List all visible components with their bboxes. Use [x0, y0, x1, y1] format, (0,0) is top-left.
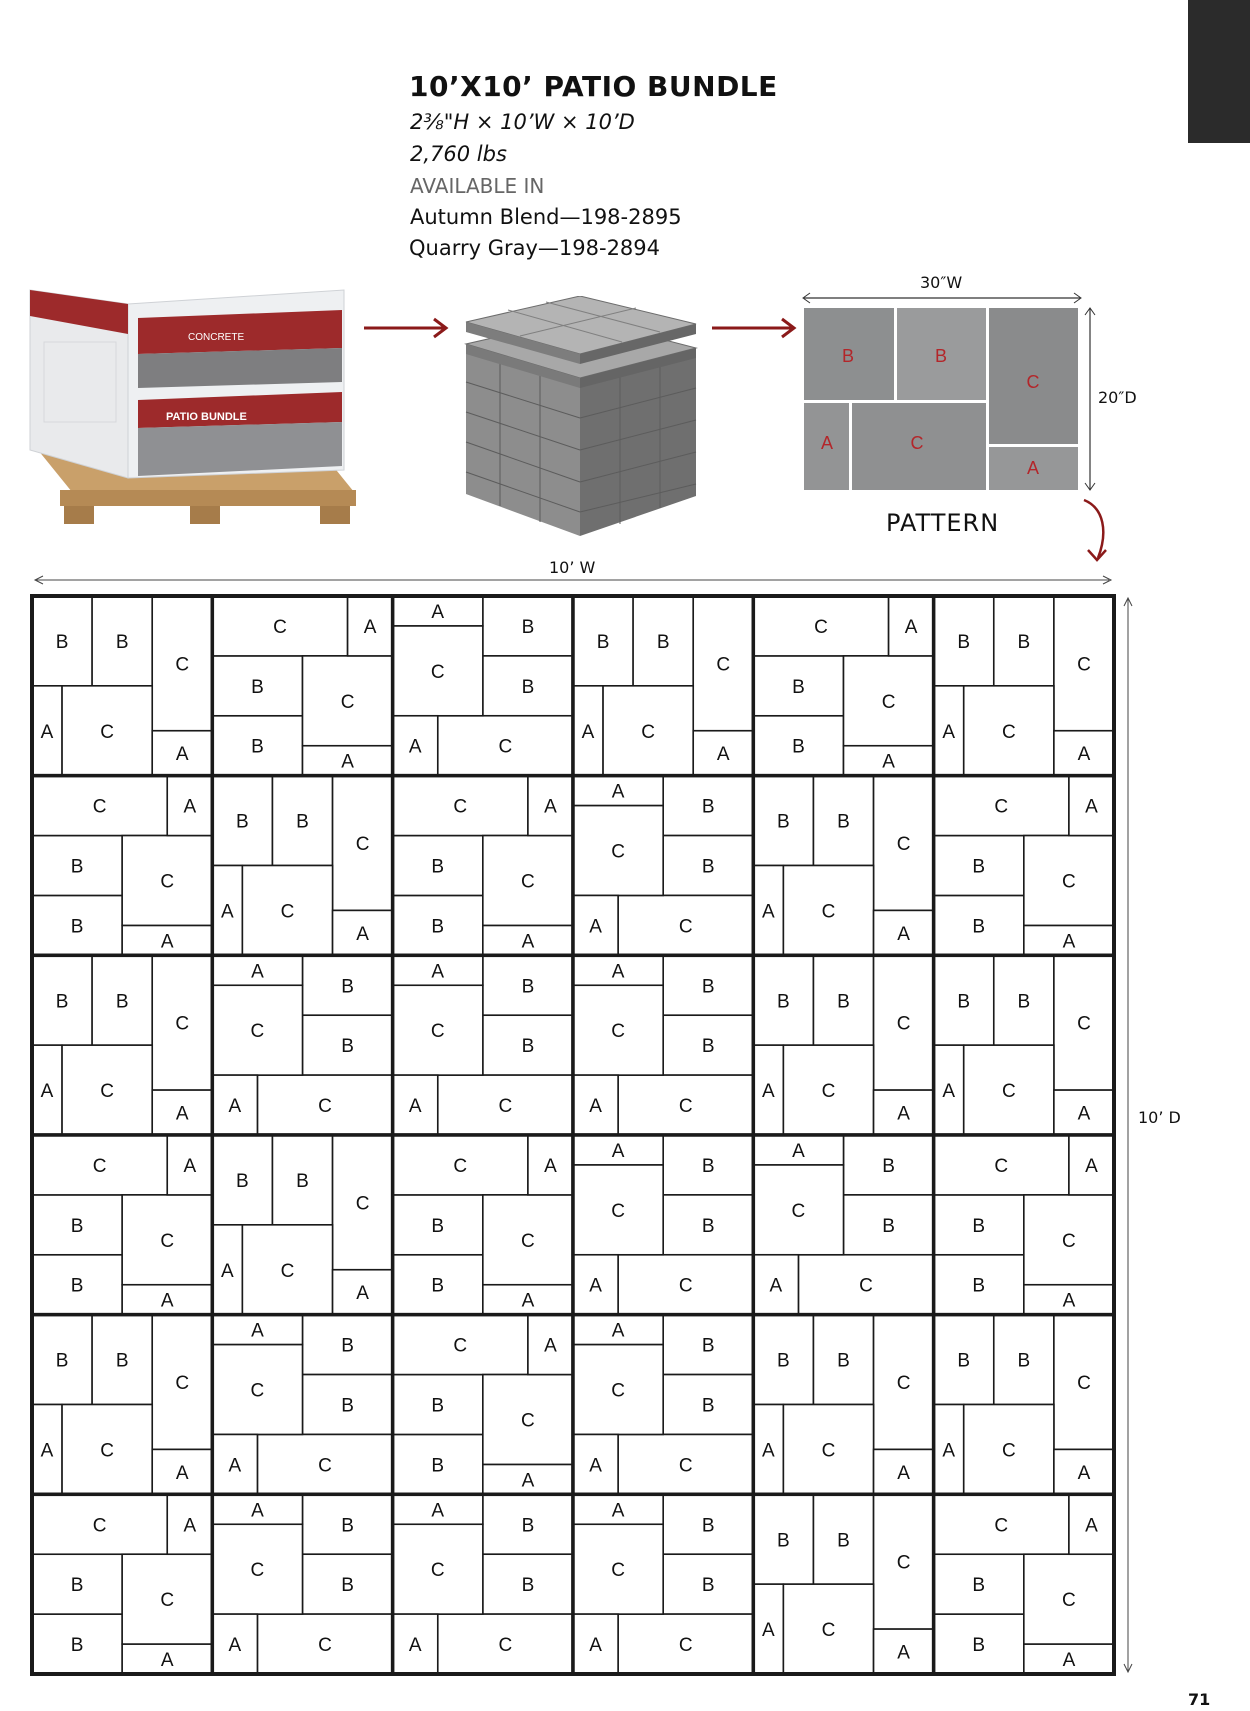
paver-letter: A: [1077, 1103, 1091, 1125]
paver-letter: C: [678, 916, 693, 938]
paver-letter: B: [341, 976, 354, 998]
paver-letter: C: [896, 1552, 911, 1574]
paver-letter: B: [701, 856, 715, 878]
paver-letter: C: [896, 834, 911, 856]
paver-letter: B: [656, 631, 670, 653]
paver-letter: B: [341, 1515, 354, 1537]
paver-letter: C: [814, 616, 828, 638]
paver-letter: C: [498, 736, 513, 758]
paver-letter: A: [431, 1500, 445, 1522]
paver-letter: A: [408, 736, 422, 758]
product-weight: 2,760 lbs: [410, 142, 507, 166]
paver-letter: A: [611, 1320, 625, 1342]
paver-letter: A: [160, 1650, 174, 1672]
paver-letter: B: [55, 1350, 69, 1372]
paver-letter: C: [355, 1193, 370, 1215]
paver-letter: A: [611, 781, 625, 803]
paver-letter: A: [251, 1500, 264, 1522]
paver-letter: C: [611, 841, 625, 863]
pattern-letter: C: [1026, 372, 1040, 392]
paver-letter: A: [1062, 931, 1076, 953]
paver-letter: C: [521, 1230, 535, 1252]
paver-letter: C: [994, 796, 1009, 818]
pattern-letter: B: [934, 346, 948, 366]
paver-letter: B: [55, 631, 69, 653]
paver-letter: B: [792, 736, 805, 758]
bundle-pallet-image: [20, 282, 360, 534]
paver-letter: B: [837, 1350, 850, 1372]
paver-letter: B: [972, 856, 986, 878]
paver-letter: C: [1001, 1081, 1016, 1103]
paver-letter: A: [589, 916, 602, 938]
paver-letter: B: [972, 1275, 986, 1297]
paver-letter: A: [942, 721, 956, 743]
paver-letter: C: [100, 1081, 115, 1103]
patio-layout-grid: [30, 594, 1116, 1676]
paver-letter: C: [318, 1455, 332, 1477]
paver-letter: B: [431, 1275, 445, 1297]
paver-letter: C: [1077, 1013, 1091, 1035]
paver-letter: A: [611, 1500, 625, 1522]
paver-letter: B: [431, 1215, 445, 1237]
paver-letter: B: [341, 1575, 354, 1597]
paver-letter: A: [183, 1515, 197, 1537]
paver-letter: C: [1001, 721, 1016, 743]
pattern-letter: A: [1026, 458, 1040, 478]
pattern-width-label: 30″W: [920, 273, 963, 292]
paver-letter: B: [296, 811, 309, 833]
paver-letter: B: [957, 1350, 971, 1372]
paver-letter: B: [236, 811, 249, 833]
paver-letter: B: [777, 811, 790, 833]
paver-letter: C: [92, 796, 107, 818]
paver-letter: A: [589, 1635, 602, 1657]
paver-letter: A: [341, 751, 354, 773]
arrow-right-icon: [710, 316, 800, 340]
paver-letter: C: [160, 1590, 175, 1612]
paver-letter: A: [431, 961, 445, 983]
paver-letter: B: [701, 1155, 715, 1177]
paver-letter: C: [859, 1275, 873, 1297]
paver-letter: B: [236, 1170, 249, 1192]
paver-letter: B: [1017, 631, 1031, 653]
option-autumn-blend: Autumn Blend—198-2895: [410, 205, 682, 229]
paver-letter: B: [341, 1335, 354, 1357]
paver-letter: C: [678, 1275, 693, 1297]
paver-letter: B: [341, 1395, 354, 1417]
pattern-width-arrow: [800, 290, 1085, 306]
paver-letter: C: [1077, 654, 1091, 676]
paver-letter: A: [792, 1140, 805, 1162]
paver-letter: C: [273, 616, 287, 638]
pattern-image: [802, 306, 1080, 492]
layout-depth-arrow: [1120, 596, 1136, 1674]
paver-letter: A: [762, 1620, 775, 1642]
paver-letter: A: [160, 931, 174, 953]
paver-letter: B: [521, 676, 535, 698]
curved-arrow-down-icon: [1078, 496, 1114, 568]
paver-letter: B: [70, 1275, 84, 1297]
paver-letter: B: [837, 1530, 850, 1552]
paver-letter: B: [115, 991, 129, 1013]
paver-letter: A: [356, 923, 369, 945]
pattern-letter: B: [841, 346, 855, 366]
paver-letter: B: [701, 1575, 715, 1597]
paver-letter: B: [521, 1515, 535, 1537]
paver-letter: B: [431, 916, 445, 938]
paver-letter: C: [994, 1155, 1009, 1177]
paver-letter: B: [701, 1215, 715, 1237]
paver-letter: C: [678, 1455, 693, 1477]
paver-letter: A: [160, 1290, 174, 1312]
paver-letter: B: [1017, 1350, 1031, 1372]
paver-letter: A: [521, 1470, 535, 1492]
paver-letter: A: [221, 901, 234, 923]
paver-letter: B: [596, 631, 610, 653]
paver-letter: B: [521, 976, 535, 998]
paver-letter: C: [250, 1380, 265, 1402]
page-number: 71: [1188, 1690, 1211, 1709]
paver-letter: C: [430, 661, 445, 683]
paver-letter: B: [251, 676, 264, 698]
paver-letter: B: [115, 1350, 129, 1372]
paver-letter: C: [521, 1410, 535, 1432]
paver-letter: C: [716, 654, 731, 676]
paver-letter: A: [942, 1081, 956, 1103]
paver-letter: A: [175, 744, 189, 766]
paver-letter: A: [40, 721, 54, 743]
paver-letter: A: [762, 1081, 775, 1103]
paver-letter: C: [821, 901, 836, 923]
paver-letter: C: [318, 1096, 332, 1118]
layout-width-label: 10’ W: [549, 558, 596, 577]
paver-letter: B: [777, 991, 790, 1013]
paver-letter: B: [431, 1455, 445, 1477]
paver-letter: B: [777, 1530, 790, 1552]
paver-letter: B: [777, 1350, 790, 1372]
paver-letter: C: [994, 1515, 1009, 1537]
pattern-caption: PATTERN: [886, 509, 1000, 537]
paver-letter: C: [160, 871, 175, 893]
paver-letter: C: [1062, 871, 1076, 893]
paver-letter: C: [498, 1635, 513, 1657]
paver-letter: B: [70, 916, 84, 938]
paver-letter: B: [70, 1635, 84, 1657]
paver-letter: C: [896, 1373, 911, 1395]
paver-letter: C: [250, 1560, 265, 1582]
paver-letter: A: [897, 1462, 910, 1484]
paver-letter: A: [175, 1462, 189, 1484]
paver-letter: A: [251, 961, 264, 983]
paver-letter: B: [837, 991, 850, 1013]
paver-letter: B: [55, 991, 69, 1013]
paver-letter: A: [762, 1440, 775, 1462]
product-title: 10’X10’ PATIO BUNDLE: [409, 70, 778, 103]
paver-letter: B: [70, 1575, 84, 1597]
paver-letter: A: [1085, 1155, 1098, 1177]
paver-letter: A: [228, 1096, 242, 1118]
paver-letter: A: [408, 1635, 422, 1657]
paver-letter: A: [356, 1283, 369, 1305]
paver-letter: A: [897, 1642, 910, 1664]
paver-letter: C: [175, 1373, 190, 1395]
paver-letter: A: [521, 931, 535, 953]
paver-letter: C: [250, 1021, 265, 1043]
paver-letter: B: [251, 736, 264, 758]
paver-letter: C: [821, 1620, 836, 1642]
paver-letter: C: [896, 1013, 911, 1035]
paver-letter: C: [498, 1096, 513, 1118]
pattern-depth-label: 20″D: [1098, 388, 1137, 407]
paver-letter: B: [341, 1036, 354, 1058]
paver-letter: A: [183, 796, 197, 818]
paver-letter: B: [521, 1036, 535, 1058]
paver-letter: A: [589, 1455, 602, 1477]
paver-letter: B: [701, 1036, 715, 1058]
paver-letter: B: [521, 616, 535, 638]
paver-letter: A: [228, 1635, 242, 1657]
option-quarry-gray: Quarry Gray—198-2894: [409, 236, 661, 260]
paver-letter: B: [296, 1170, 309, 1192]
paver-letter: A: [769, 1275, 783, 1297]
paver-letter: C: [453, 1155, 468, 1177]
paver-letter: C: [280, 901, 295, 923]
paver-letter: B: [701, 1515, 715, 1537]
paver-letter: B: [882, 1215, 895, 1237]
paver-letter: A: [363, 616, 377, 638]
paver-letter: A: [544, 796, 557, 818]
paver-letter: C: [611, 1380, 625, 1402]
paver-letter: A: [589, 1096, 602, 1118]
paver-letter: C: [100, 721, 115, 743]
paver-letter: A: [1062, 1290, 1076, 1312]
paver-letter: C: [678, 1635, 693, 1657]
paver-letter: B: [431, 856, 445, 878]
paver-letter: B: [115, 631, 129, 653]
paver-letter: A: [882, 751, 895, 773]
paver-letter: C: [92, 1515, 107, 1537]
paver-letter: B: [521, 1575, 535, 1597]
paver-letter: A: [408, 1096, 422, 1118]
paver-letter: C: [791, 1200, 806, 1222]
paver-letter: B: [701, 1335, 715, 1357]
paver-letter: A: [1077, 1462, 1091, 1484]
paver-letter: A: [175, 1103, 189, 1125]
paver-letter: C: [1062, 1230, 1076, 1252]
paver-letter: A: [611, 961, 625, 983]
paver-letter: A: [762, 901, 775, 923]
bundle-product-text: PATIO BUNDLE: [166, 411, 247, 423]
paver-letter: B: [882, 1155, 895, 1177]
paver-letter: A: [904, 616, 918, 638]
paver-letter: A: [581, 721, 595, 743]
paver-letter: A: [228, 1455, 242, 1477]
paver-letter: A: [897, 1103, 910, 1125]
paver-letter: C: [1077, 1373, 1091, 1395]
paver-letter: C: [92, 1155, 107, 1177]
paver-letter: C: [100, 1440, 115, 1462]
paver-letter: B: [972, 1575, 986, 1597]
paver-letter: B: [701, 1395, 715, 1417]
paver-letter: A: [611, 1140, 625, 1162]
layout-depth-label: 10’ D: [1138, 1108, 1181, 1127]
paver-letter: B: [701, 976, 715, 998]
paver-letter: C: [175, 1013, 190, 1035]
paver-letter: A: [1085, 1515, 1098, 1537]
paver-letter: B: [70, 1215, 84, 1237]
paver-letter: B: [792, 676, 805, 698]
paver-letter: B: [701, 796, 715, 818]
paver-letter: C: [821, 1440, 836, 1462]
paver-letter: C: [453, 796, 468, 818]
paver-letter: C: [611, 1021, 625, 1043]
paver-letter: C: [280, 1260, 295, 1282]
paver-letter: A: [221, 1260, 234, 1282]
arrow-right-icon: [362, 316, 452, 340]
paver-letter: C: [1062, 1590, 1076, 1612]
pattern-letter: C: [910, 433, 924, 453]
paver-letter: B: [70, 856, 84, 878]
paver-letter: C: [340, 691, 355, 713]
pattern-depth-arrow: [1082, 306, 1098, 492]
paver-letter: A: [544, 1335, 557, 1357]
paver-letter: A: [942, 1440, 956, 1462]
paver-letter: C: [175, 654, 190, 676]
paver-letter: B: [957, 631, 971, 653]
paver-letter: A: [1062, 1650, 1076, 1672]
paver-letter: B: [837, 811, 850, 833]
paver-letter: A: [40, 1081, 54, 1103]
paver-letter: C: [678, 1096, 693, 1118]
paver-letter: A: [431, 601, 445, 623]
paver-letter: B: [972, 1215, 986, 1237]
paver-letter: B: [972, 916, 986, 938]
paver-letter: C: [611, 1560, 625, 1582]
paver-letter: A: [40, 1440, 54, 1462]
paver-letter: C: [453, 1335, 468, 1357]
paver-letter: C: [430, 1021, 445, 1043]
paver-letter: C: [521, 871, 535, 893]
paver-letter: A: [1085, 796, 1098, 818]
paver-letter: C: [1001, 1440, 1016, 1462]
paver-letter: C: [430, 1560, 445, 1582]
section-tab: [1188, 0, 1250, 143]
paver-letter: C: [881, 691, 896, 713]
paver-letter: C: [611, 1200, 625, 1222]
paver-letter: A: [897, 923, 910, 945]
paver-letter: C: [160, 1230, 175, 1252]
paver-letter: C: [641, 721, 656, 743]
pattern-letter: A: [820, 433, 834, 453]
paver-letter: B: [957, 991, 971, 1013]
paver-letter: A: [1077, 744, 1091, 766]
paver-letter: A: [716, 744, 730, 766]
paver-letter: A: [251, 1320, 264, 1342]
stacked-pavers-image: [460, 296, 700, 541]
paver-letter: C: [821, 1081, 836, 1103]
paver-letter: A: [544, 1155, 557, 1177]
paver-letter: A: [589, 1275, 602, 1297]
paver-letter: A: [521, 1290, 535, 1312]
paver-letter: C: [355, 834, 370, 856]
available-label: AVAILABLE IN: [410, 174, 545, 198]
product-dimensions: 2⅜"H × 10’W × 10’D: [410, 110, 635, 134]
paver-letter: B: [431, 1395, 445, 1417]
paver-letter: A: [183, 1155, 197, 1177]
bundle-brand-text: CONCRETE: [188, 332, 245, 343]
paver-letter: C: [318, 1635, 332, 1657]
paver-letter: B: [972, 1635, 986, 1657]
paver-letter: B: [1017, 991, 1031, 1013]
